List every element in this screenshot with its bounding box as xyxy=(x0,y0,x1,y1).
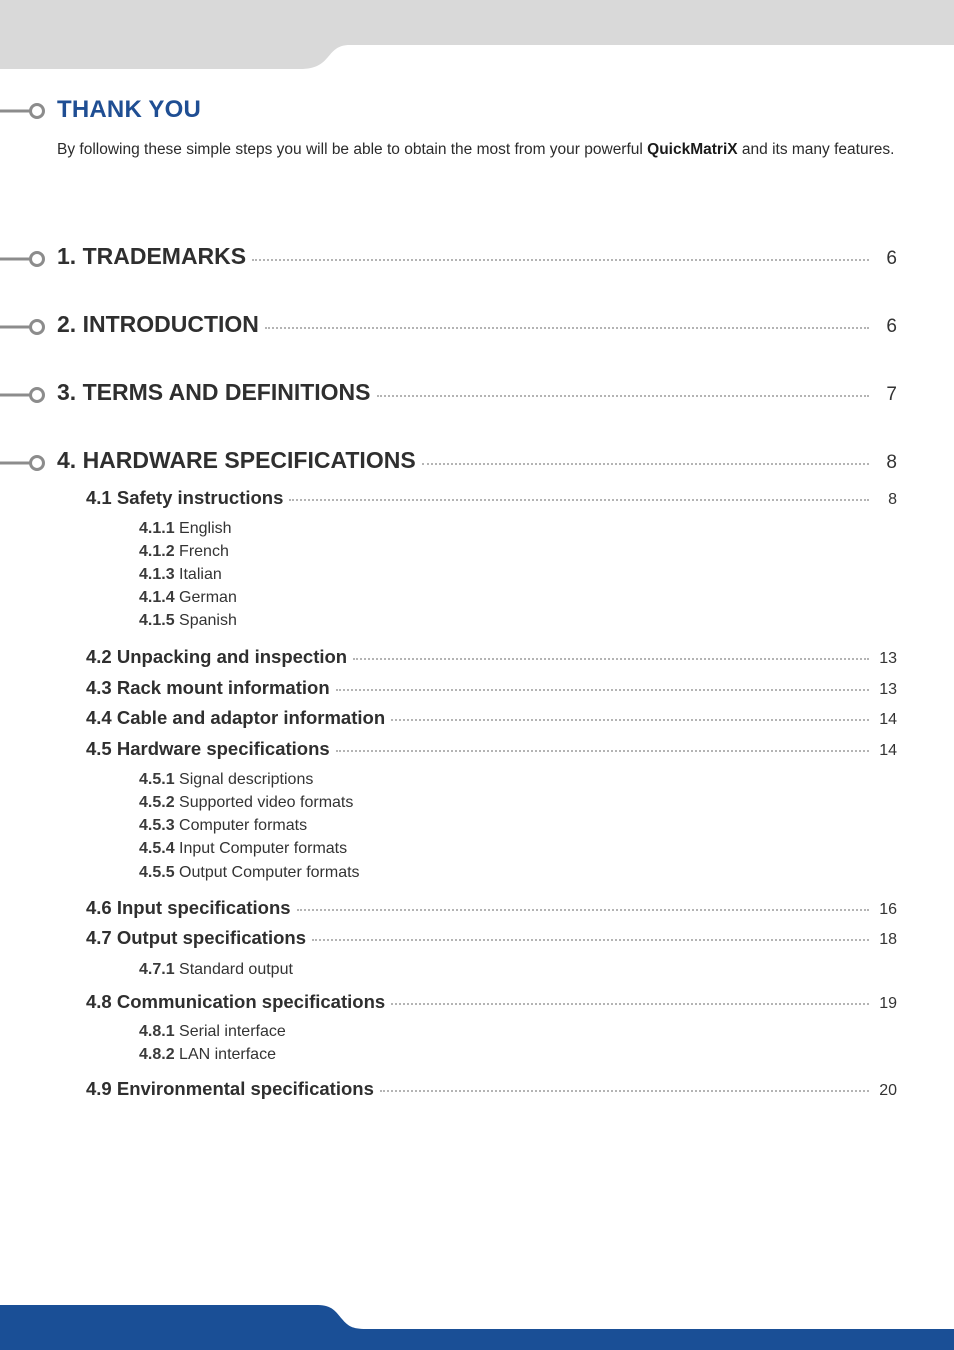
toc-entry-introduction[interactable] xyxy=(0,311,897,338)
subentry-number: 4.5.5 xyxy=(139,864,175,881)
toc-entry-4-8[interactable] xyxy=(0,991,897,1013)
dot-leader xyxy=(391,1003,869,1005)
toc-page-number: 8 xyxy=(886,452,897,473)
subentry-number: 4.5.4 xyxy=(139,840,175,857)
toc-subentry-4-1-1[interactable] xyxy=(139,517,232,540)
toc-entry-4-1[interactable] xyxy=(0,487,897,509)
toc-page-number: 19 xyxy=(879,995,897,1012)
toc-entry-label: 4. HARDWARE SPECIFICATIONS xyxy=(57,447,416,473)
footer-band xyxy=(0,1300,954,1350)
toc-entry-label: 3. TERMS AND DEFINITIONS xyxy=(57,379,371,405)
subentry-number: 4.8.1 xyxy=(139,1023,175,1040)
toc-entry-hardware-specifications[interactable] xyxy=(0,447,897,474)
subentry-text: LAN interface xyxy=(174,1046,276,1063)
subentry-text: French xyxy=(174,543,229,560)
toc-entry-terms[interactable] xyxy=(0,379,897,406)
toc-entry-4-6[interactable] xyxy=(0,897,897,919)
toc-subentry-4-1-3[interactable] xyxy=(139,563,222,586)
toc-subentry-4-1-4[interactable] xyxy=(139,586,237,609)
product-name: QuickMatriX xyxy=(647,141,738,158)
intro-paragraph xyxy=(57,138,902,161)
toc-subentry-4-1-2[interactable] xyxy=(139,540,229,563)
toc-page-number: 14 xyxy=(879,711,897,728)
toc-page-number: 8 xyxy=(888,491,897,508)
toc-entry-label: 4.2 Unpacking and inspection xyxy=(86,646,348,667)
page-title: THANK YOU xyxy=(57,96,202,123)
toc-entry-4-3[interactable] xyxy=(0,677,897,699)
toc-entry-4-7[interactable] xyxy=(0,927,897,949)
dot-leader xyxy=(336,750,869,752)
toc-entry-4-9[interactable] xyxy=(0,1078,897,1100)
subentry-text: Supported video formats xyxy=(174,794,354,811)
toc-page-number: 6 xyxy=(886,316,897,337)
toc-entry-label: 4.5 Hardware specifications xyxy=(86,738,330,759)
toc-page-number: 20 xyxy=(879,1082,897,1099)
toc-subentry-4-5-3[interactable] xyxy=(139,814,307,837)
toc-entry-trademarks[interactable] xyxy=(0,243,897,270)
dot-leader xyxy=(297,909,869,911)
toc-subentry-4-7-1[interactable] xyxy=(139,958,293,981)
dot-leader xyxy=(377,395,870,397)
subentry-number: 4.8.2 xyxy=(139,1046,175,1063)
toc-subentry-4-8-1[interactable] xyxy=(139,1020,286,1043)
toc-page-number: 16 xyxy=(879,901,897,918)
toc-subentry-4-5-5[interactable] xyxy=(139,861,360,884)
dot-leader xyxy=(353,658,869,660)
subentry-text: English xyxy=(174,520,232,537)
dot-leader xyxy=(336,689,869,691)
subentry-text: Computer formats xyxy=(174,817,308,834)
toc-entry-label: 4.1 Safety instructions xyxy=(86,487,284,508)
subentry-text: Signal descriptions xyxy=(174,771,314,788)
header-band xyxy=(0,0,954,70)
dot-leader xyxy=(289,499,869,501)
subentry-text: Spanish xyxy=(174,612,237,629)
toc-subentry-4-5-1[interactable] xyxy=(139,768,313,791)
toc-page-number: 18 xyxy=(879,931,897,948)
dot-leader xyxy=(391,719,869,721)
subentry-text: Italian xyxy=(174,566,222,583)
dot-leader xyxy=(312,939,869,941)
dot-leader xyxy=(265,327,869,329)
subentry-number: 4.1.4 xyxy=(139,589,175,606)
subentry-text: Standard output xyxy=(174,961,293,978)
subentry-text: Output Computer formats xyxy=(174,864,360,881)
intro-text-end: and its many features. xyxy=(737,141,895,158)
subentry-text: Input Computer formats xyxy=(174,840,348,857)
subentry-number: 4.5.1 xyxy=(139,771,175,788)
toc-page-number: 6 xyxy=(886,248,897,269)
toc-entry-label: 4.6 Input specifications xyxy=(86,897,291,918)
dot-leader xyxy=(380,1090,869,1092)
toc-entry-label: 1. TRADEMARKS xyxy=(57,243,247,269)
toc-entry-label: 4.8 Communication specifications xyxy=(86,991,386,1012)
toc-entry-4-2[interactable] xyxy=(0,646,897,668)
subentry-number: 4.5.3 xyxy=(139,817,175,834)
toc-entry-label: 4.9 Environmental specifications xyxy=(86,1078,374,1099)
toc-subentry-4-5-4[interactable] xyxy=(139,837,347,860)
toc-page-number: 13 xyxy=(879,650,897,667)
toc-subentry-4-8-2[interactable] xyxy=(139,1043,276,1066)
toc-page-number: 7 xyxy=(886,384,897,405)
bullet-circle-icon xyxy=(0,101,48,121)
toc-entry-label: 2. INTRODUCTION xyxy=(57,311,259,337)
subentry-text: German xyxy=(174,589,237,606)
toc-subentry-4-5-2[interactable] xyxy=(139,791,353,814)
subentry-number: 4.7.1 xyxy=(139,961,175,978)
toc-entry-label: 4.3 Rack mount information xyxy=(86,677,330,698)
toc-entry-4-4[interactable] xyxy=(0,707,897,729)
dot-leader xyxy=(252,259,869,261)
subentry-text: Serial interface xyxy=(174,1023,286,1040)
toc-subentry-4-1-5[interactable] xyxy=(139,609,237,632)
subentry-number: 4.1.5 xyxy=(139,612,175,629)
subentry-number: 4.1.2 xyxy=(139,543,175,560)
subentry-number: 4.1.3 xyxy=(139,566,175,583)
subentry-number: 4.5.2 xyxy=(139,794,175,811)
subentry-number: 4.1.1 xyxy=(139,520,175,537)
intro-text: By following these simple steps you will be able to obtain the most from your powerful xyxy=(57,141,648,158)
toc-entry-label: 4.7 Output specifications xyxy=(86,927,306,948)
toc-page-number: 14 xyxy=(879,742,897,759)
toc-entry-label: 4.4 Cable and adaptor information xyxy=(86,707,386,728)
dot-leader xyxy=(422,463,869,465)
toc-page-number: 13 xyxy=(879,681,897,698)
toc-entry-4-5[interactable] xyxy=(0,738,897,760)
